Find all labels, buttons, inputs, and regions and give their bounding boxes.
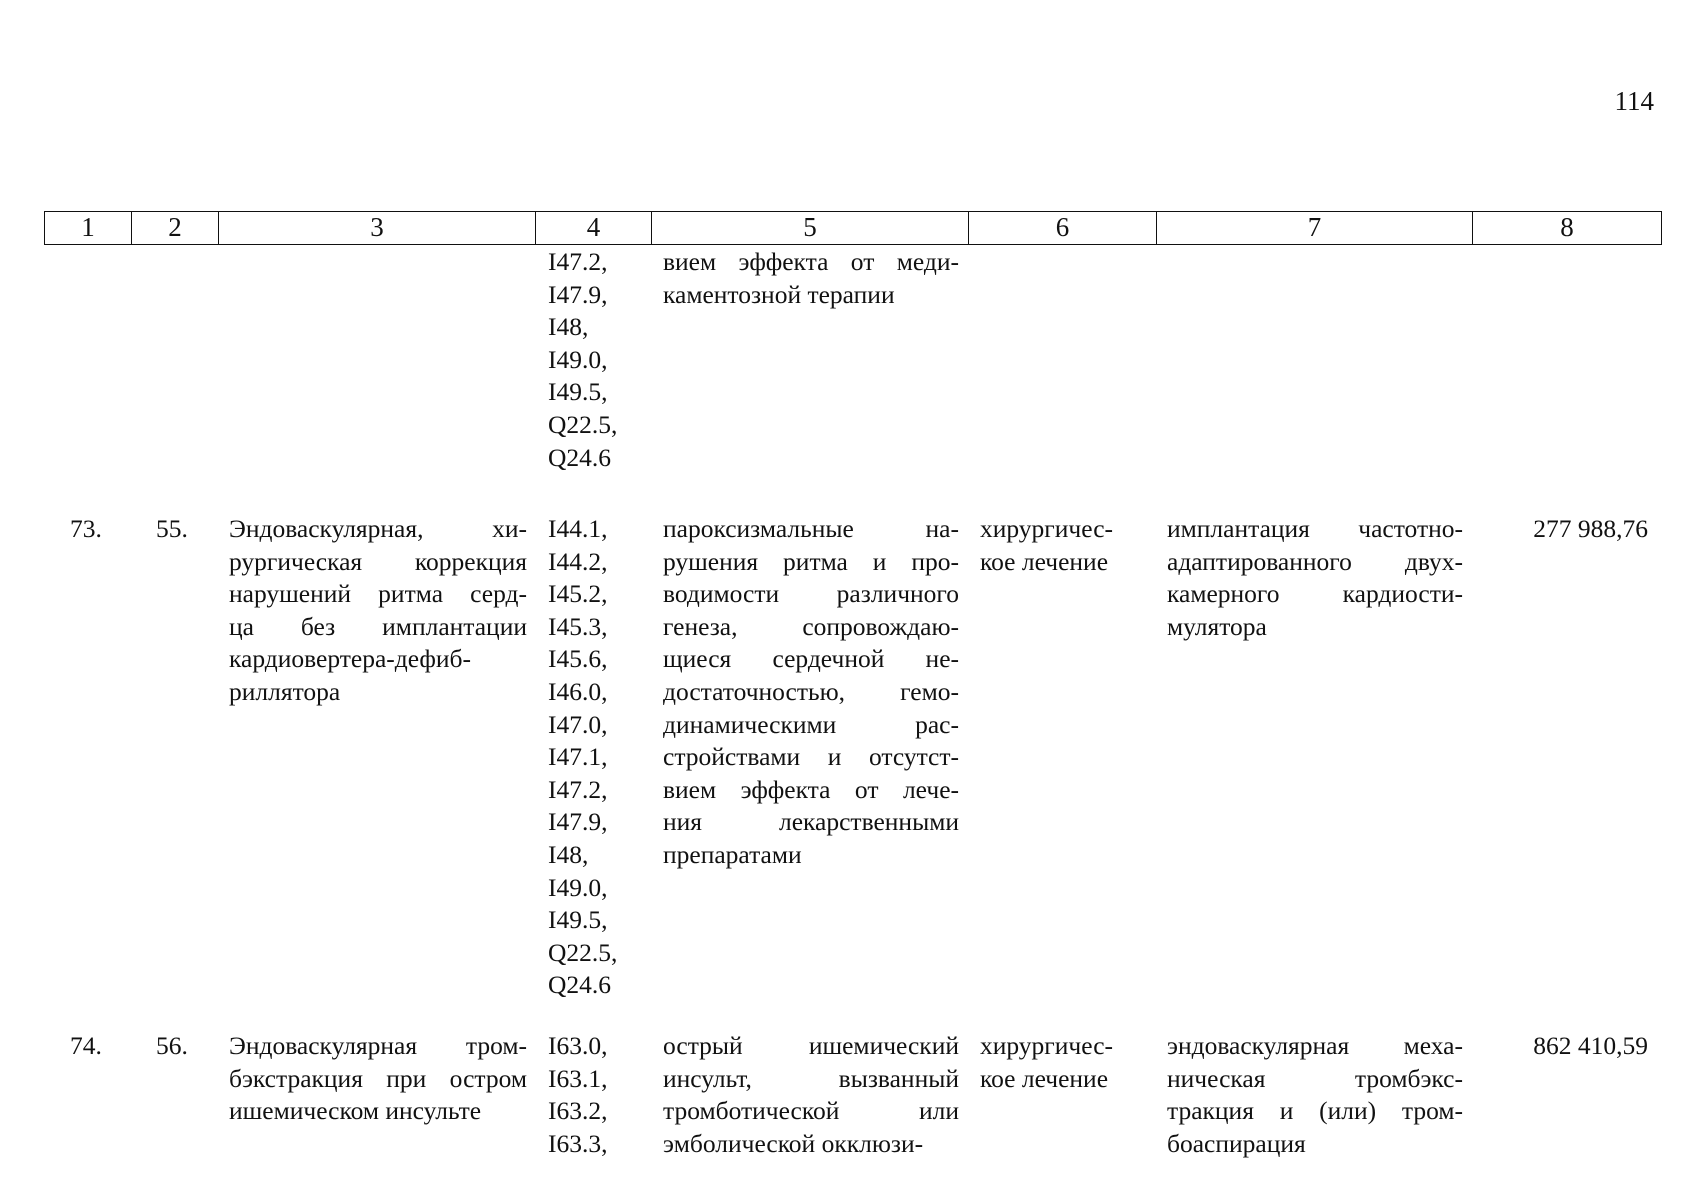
code-line: I48, <box>548 312 589 342</box>
method-line: тракция и (или) тром- <box>1167 1096 1463 1126</box>
code-line: I63.3, <box>548 1128 608 1158</box>
row-73-subnumber: 55. <box>156 514 188 543</box>
condition-line: тромботической или <box>663 1096 959 1126</box>
code-line: I49.0, <box>548 872 608 902</box>
row-74-codes <box>548 1030 643 1160</box>
row-74-treatment <box>980 1030 1160 1095</box>
row-73-method <box>1167 513 1463 643</box>
code-line: I49.5, <box>548 905 608 935</box>
condition-line: каментозной терапии <box>663 279 895 309</box>
code-line: I63.0, <box>548 1031 608 1060</box>
row-74-condition <box>663 1030 959 1160</box>
header-cell-2: 2 <box>132 212 219 244</box>
code-line: I45.3, <box>548 611 608 641</box>
code-line: I47.1, <box>548 742 608 772</box>
name-line: нарушений ритма серд- <box>229 579 527 609</box>
treatment-line: кое лечение <box>980 546 1109 576</box>
condition-line: препаратами <box>663 839 802 869</box>
method-line: адаптированного двух- <box>1167 546 1463 576</box>
method-line: ническая тромбэкс- <box>1167 1063 1463 1093</box>
code-line: I44.2, <box>548 546 608 576</box>
treatment-line: кое лечение <box>980 1063 1109 1093</box>
name-line: Эндоваскулярная, хи- <box>229 514 527 543</box>
row-73-codes <box>548 513 643 1002</box>
code-line: I45.6, <box>548 644 608 674</box>
condition-line: пароксизмальные на- <box>663 514 959 543</box>
condition-line: стройствами и отсутст- <box>663 742 959 772</box>
code-line: I47.9, <box>548 279 608 309</box>
header-cell-4: 4 <box>536 212 652 244</box>
code-line: Q24.6 <box>548 442 612 472</box>
method-line: боаспирация <box>1167 1128 1306 1158</box>
header-cell-1: 1 <box>45 212 132 244</box>
table-header-row <box>44 211 1662 245</box>
condition-line: достаточностью, гемо- <box>663 676 959 706</box>
condition-line: генеза, сопровождаю- <box>663 611 959 641</box>
code-line: I47.0, <box>548 709 608 739</box>
method-line: камерного кардиости- <box>1167 579 1463 609</box>
continuation-codes <box>548 246 643 474</box>
condition-line: вием эффекта от меди- <box>663 247 959 276</box>
method-line: эндоваскулярная меха- <box>1167 1031 1463 1060</box>
name-line: бэкстракция при остром <box>229 1063 527 1093</box>
method-line: имплантация частотно- <box>1167 514 1463 543</box>
name-line: ишемическом инсульте <box>229 1096 482 1126</box>
code-line: I47.2, <box>548 247 608 276</box>
name-line: риллятора <box>229 676 341 706</box>
condition-line: острый ишемический <box>663 1031 959 1060</box>
row-74-subnumber: 56. <box>156 1031 188 1060</box>
header-cell-7: 7 <box>1157 212 1473 244</box>
code-line: Q22.5, <box>548 937 618 967</box>
name-line: Эндоваскулярная тром- <box>229 1031 527 1060</box>
code-line: I47.9, <box>548 807 608 837</box>
condition-line: инсульт, вызванный <box>663 1063 959 1093</box>
name-line: рургическая коррекция <box>229 546 527 576</box>
code-line: I47.2, <box>548 774 608 804</box>
row-74-name <box>229 1030 527 1128</box>
row-73-treatment <box>980 513 1160 578</box>
code-line: Q24.6 <box>548 970 612 1000</box>
code-line: I45.2, <box>548 579 608 609</box>
row-73-cost: 277 988,76 <box>1533 514 1648 543</box>
condition-line: ния лекарственными <box>663 807 959 837</box>
condition-line: рушения ритма и про- <box>663 546 959 576</box>
header-cell-3: 3 <box>219 212 536 244</box>
continuation-condition <box>663 246 959 311</box>
row-74-method <box>1167 1030 1463 1160</box>
code-line: I48, <box>548 839 589 869</box>
name-line: кардиовертера-дефиб- <box>229 644 471 674</box>
header-cell-8: 8 <box>1560 212 1574 242</box>
row-74-cost: 862 410,59 <box>1533 1031 1648 1060</box>
code-line: I49.5, <box>548 377 608 407</box>
condition-line: эмболической окклюзи- <box>663 1128 924 1158</box>
code-line: I46.0, <box>548 676 608 706</box>
treatment-line: хирургичес- <box>980 1031 1114 1060</box>
condition-line: щиеся сердечной не- <box>663 644 959 674</box>
row-74-number: 74. <box>70 1031 102 1060</box>
page-number: 114 <box>1614 86 1654 116</box>
code-line: I49.0, <box>548 344 608 374</box>
header-cell-6: 6 <box>969 212 1157 244</box>
method-line: мулятора <box>1167 611 1267 641</box>
condition-line: вием эффекта от лече- <box>663 774 959 804</box>
treatment-line: хирургичес- <box>980 514 1114 543</box>
code-line: I63.1, <box>548 1063 608 1093</box>
condition-line: водимости различного <box>663 579 959 609</box>
code-line: I63.2, <box>548 1096 608 1126</box>
row-73-number: 73. <box>70 514 102 543</box>
row-73-condition <box>663 513 959 872</box>
header-cell-5: 5 <box>652 212 969 244</box>
code-line: I44.1, <box>548 514 608 543</box>
name-line: ца без имплантации <box>229 611 527 641</box>
row-73-name <box>229 513 527 709</box>
condition-line: динамическими рас- <box>663 709 959 739</box>
code-line: Q22.5, <box>548 409 618 439</box>
